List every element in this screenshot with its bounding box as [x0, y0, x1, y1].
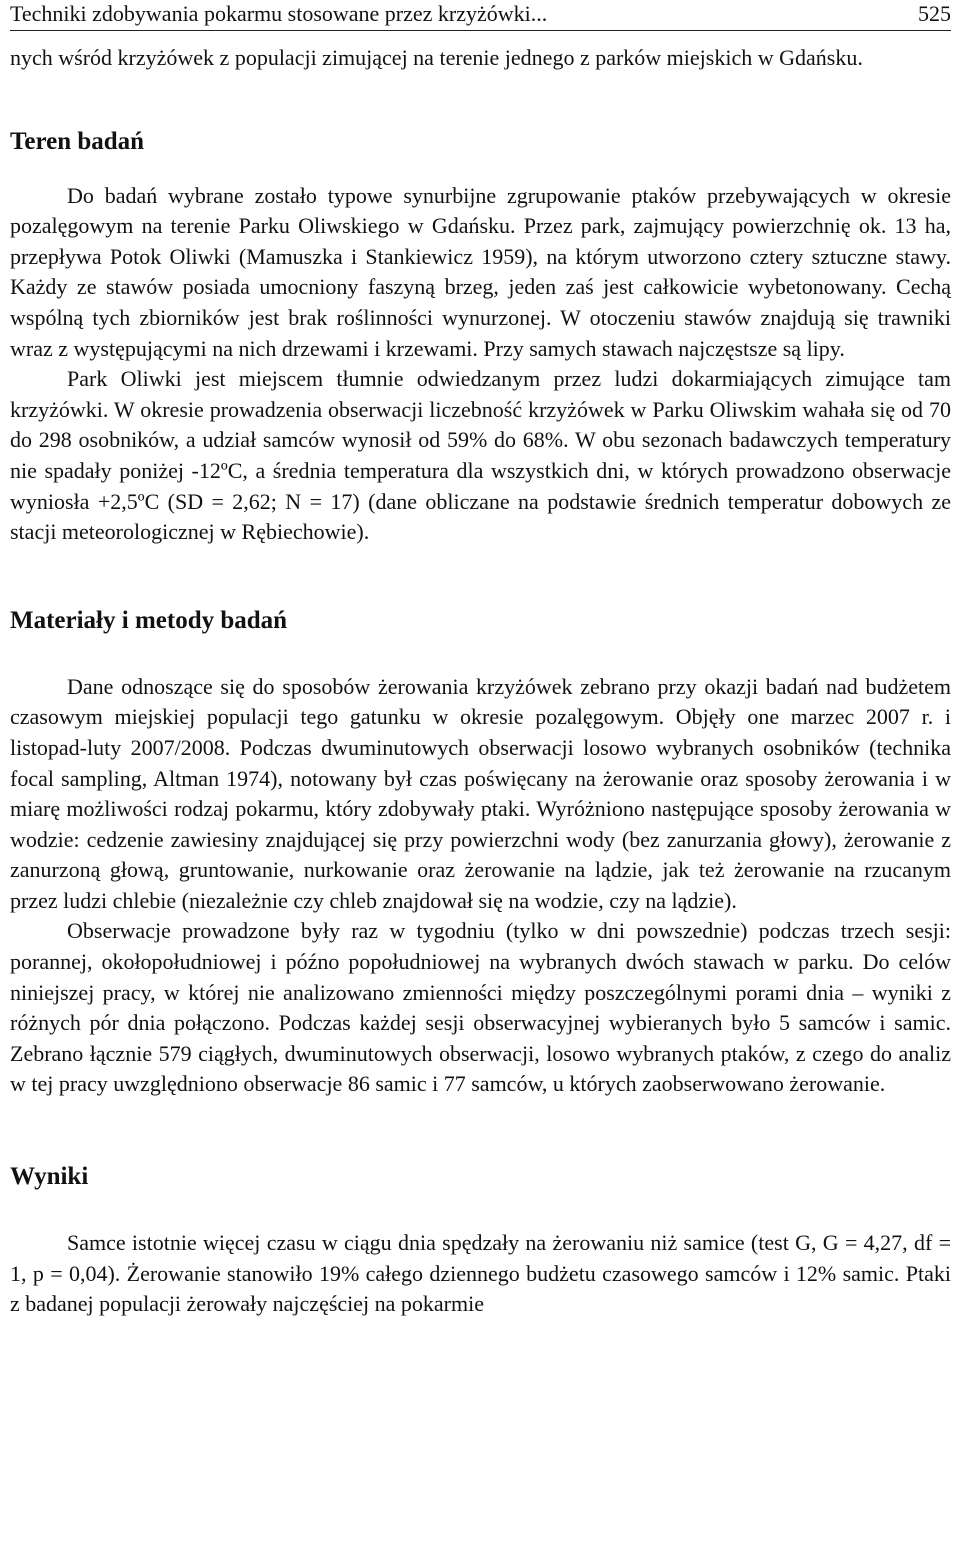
- study-area-paragraph-2: Park Oliwki jest miejscem tłumnie odwiedzanym przez ludzi dokarmiających zimujące tam krzyżówki. W okresie prowadzenia obserwacji liczebność krzyżówek w Parku Oliwskim wahała się od 70 do 298 osobników, a udział samców wynosił od 59% do 68%. W obu sezonach badawczych temperatury nie spadały poniżej -12ºC, a średnia temperatura dla wszystkich dni, w których prowadzono obserwacje wyniosła +2,5ºC (SD = 2,62; N = 17) (dane obliczane na podstawie średnich temperatur dobowych ze stacji meteorologicznej w Rębiechowie).: [10, 366, 951, 545]
- intro-continuation-paragraph: nych wśród krzyżówek z populacji zimującej na terenie jednego z parków miejskich w Gdańsku.: [10, 45, 863, 70]
- page-number: 525: [918, 1, 951, 26]
- section-heading-results: Wyniki: [10, 1163, 89, 1191]
- study-area-paragraph-1: Do badań wybrane zostało typowe synurbijne zgrupowanie ptaków przebywających w okresie pozalęgowym na terenie Parku Oliwskiego w Gdańsku. Przez park, zajmujący powierzchnię ok. 13 ha, przepływa Potok Oliwki (Mamuszka i Stankiewicz 1959), na którym utworzono cztery sztuczne stawy. Każdy ze stawów posiada umocniony faszyną brzeg, jeden zaś jest całkowicie wybetonowany. Cechą wspólną tych zbiorników jest brak roślinności wynurzonej. W otoczeniu stawów znajdują się trawniki wraz z występującymi na nich drzewami i krzewami. Przy samych stawach najczęstsze są lipy.: [10, 182, 951, 361]
- page: [10, 0, 951, 1320]
- methods-paragraph-1: Dane odnoszące się do sposobów żerowania krzyżówek zebrano przy okazji badań nad budżetem czasowym miejskiej populacji tego gatunku w okresie pozalęgowym. Objęły one marzec 2007 r. i listopad-luty 2007/2008. Podczas dwuminutowych obserwacji losowo wybranych osobników (technika focal sampling, Altman 1974), notowany był czas poświęcany na żerowanie oraz sposoby żerowania i w miarę możliwości rodzaj pokarmu, który zdobywały ptaki. Wyróżniono następujące sposoby żerowania w wodzie: cedzenie zawiesiny znajdującej się przy powierzchni wody (bez zanurzania głowy), żerowanie z zanurzoną głową, gruntowanie, nurkowanie oraz żerowanie na lądzie, jak też żerowanie na rzucanym przez ludzi chlebie (niezależnie czy chleb znajdował się na wodzie, czy na lądzie).: [10, 673, 951, 913]
- running-head-title: Techniki zdobywania pokarmu stosowane przez krzyżówki...: [10, 1, 548, 26]
- running-head: [10, 0, 951, 31]
- methods-paragraph-2: Obserwacje prowadzone były raz w tygodniu (tylko w dni powszednie) podczas trzech sesji: porannej, okołopołudniowej i późno popołudniowej na wybranych dwóch stawach w parku. Do celów niniejszej pracy, w której nie analizowano zmienności między poszczególnymi porami dnia – wyniki z różnych pór dnia połączono. Podczas każdej sesji obserwacyjnej wybieranych było 5 samców i samic. Zebrano łącznie 579 ciągłych, dwuminutowych obserwacji, losowo wybranych ptaków, z czego do analiz w tej pracy uwzględniono obserwacje 86 samic i 77 samców, u których zaobserwowano żerowanie.: [10, 918, 951, 1097]
- section-heading-study-area: Teren badań: [10, 127, 145, 155]
- results-paragraph-1: Samce istotnie więcej czasu w ciągu dnia spędzały na żerowaniu niż samice (test G, G = 4,27, df = 1, p = 0,04). Żerowanie stanowiło 19% całego dziennego budżetu czasowego samców i 12% samic. Ptaki z badanej populacji żerowały najczęściej na pokarmie: [10, 1230, 951, 1317]
- section-heading-methods: Materiały i metody badań: [10, 606, 288, 634]
